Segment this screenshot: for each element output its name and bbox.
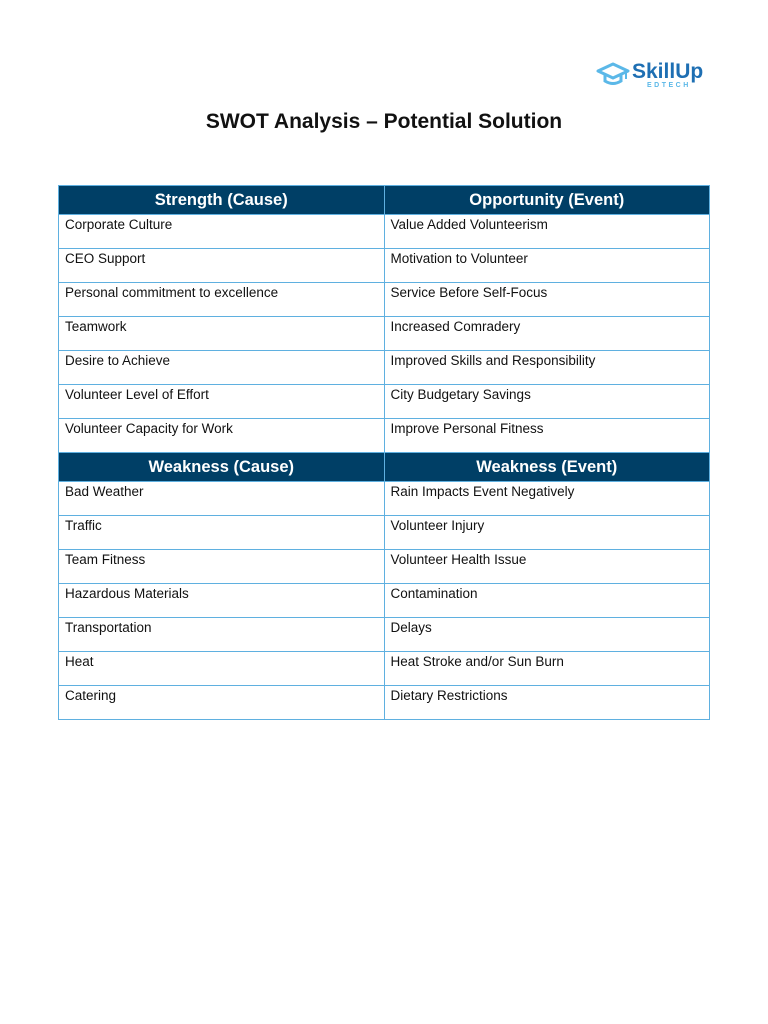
event-column-header: Opportunity (Event) <box>384 186 710 215</box>
table-row <box>59 317 710 351</box>
event-cell: Increased Comradery <box>384 317 710 351</box>
table-row <box>59 652 710 686</box>
table-row <box>59 550 710 584</box>
skillup-logo <box>596 57 706 89</box>
cause-column-header: Strength (Cause) <box>59 186 385 215</box>
table-row <box>59 215 710 249</box>
event-cell: Contamination <box>384 584 710 618</box>
event-cell: Delays <box>384 618 710 652</box>
event-cell: Volunteer Health Issue <box>384 550 710 584</box>
swot-table <box>58 185 710 720</box>
cause-cell: CEO Support <box>59 249 385 283</box>
event-cell: Heat Stroke and/or Sun Burn <box>384 652 710 686</box>
section-header-row <box>59 453 710 482</box>
cause-cell: Hazardous Materials <box>59 584 385 618</box>
cause-column-header: Weakness (Cause) <box>59 453 385 482</box>
cause-cell: Corporate Culture <box>59 215 385 249</box>
cause-cell: Personal commitment to excellence <box>59 283 385 317</box>
cause-cell: Desire to Achieve <box>59 351 385 385</box>
event-cell: Value Added Volunteerism <box>384 215 710 249</box>
page-title: SWOT Analysis – Potential Solution <box>205 110 563 133</box>
cause-cell: Bad Weather <box>59 482 385 516</box>
cause-cell: Team Fitness <box>59 550 385 584</box>
event-cell: Service Before Self-Focus <box>384 283 710 317</box>
graduation-cap-icon <box>596 57 706 89</box>
section-header-row <box>59 186 710 215</box>
table-row <box>59 584 710 618</box>
table-row <box>59 249 710 283</box>
event-cell: City Budgetary Savings <box>384 385 710 419</box>
event-cell: Dietary Restrictions <box>384 686 710 720</box>
event-column-header: Weakness (Event) <box>384 453 710 482</box>
table-row <box>59 686 710 720</box>
event-cell: Rain Impacts Event Negatively <box>384 482 710 516</box>
event-cell: Motivation to Volunteer <box>384 249 710 283</box>
event-cell: Improve Personal Fitness <box>384 419 710 453</box>
cause-cell: Volunteer Level of Effort <box>59 385 385 419</box>
table-row <box>59 482 710 516</box>
cause-cell: Teamwork <box>59 317 385 351</box>
cause-cell: Traffic <box>59 516 385 550</box>
cause-cell: Transportation <box>59 618 385 652</box>
cause-cell: Volunteer Capacity for Work <box>59 419 385 453</box>
cause-cell: Heat <box>59 652 385 686</box>
table-row <box>59 351 710 385</box>
cause-cell: Catering <box>59 686 385 720</box>
table-row <box>59 516 710 550</box>
logo-tagline: EDTECH <box>647 82 691 89</box>
event-cell: Improved Skills and Responsibility <box>384 351 710 385</box>
table-row <box>59 385 710 419</box>
event-cell: Volunteer Injury <box>384 516 710 550</box>
table-row <box>59 419 710 453</box>
table-row <box>59 618 710 652</box>
table-row <box>59 283 710 317</box>
logo-wordmark: SkillUp <box>632 60 704 83</box>
